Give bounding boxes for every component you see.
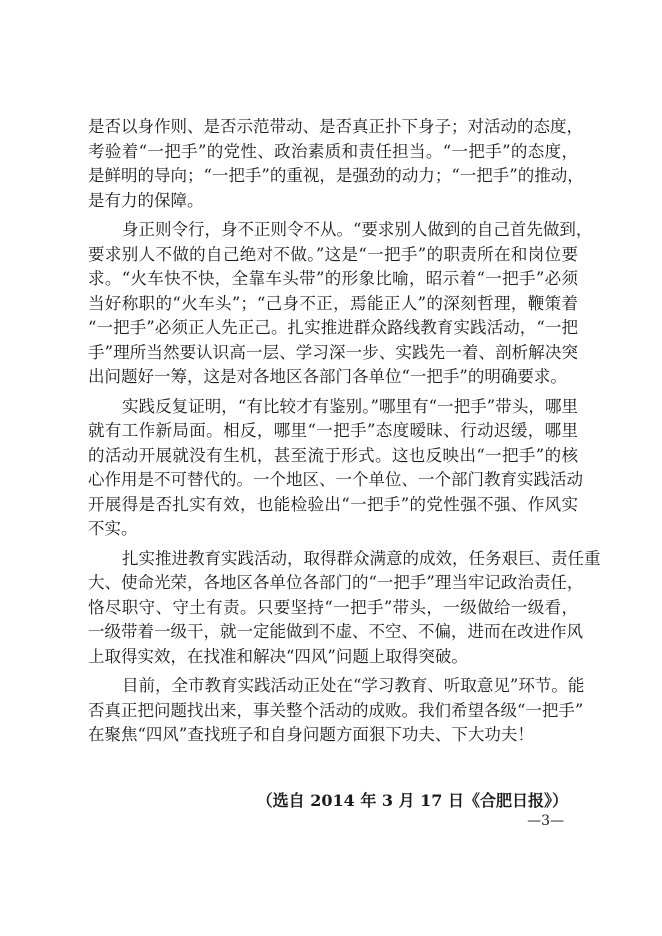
text-line: 当好称职的“火车头”；“己身不正，焉能正人”的深刻哲理，鞭策着 — [88, 293, 578, 313]
text-line: 实践反复证明，“有比较才有鉴别。”哪里有“一把手”带头，哪里 — [122, 396, 578, 416]
text-line: 是鲜明的导向；“一把手”的重视，是强劲的动力；“一把手”的推动， — [88, 166, 584, 185]
paragraph — [88, 395, 583, 542]
text-line: 一级带着一级干，就一定能做到不虚、不空、不偏，进而在改进作风 — [88, 622, 583, 641]
text-line: 手”理所当然要认识高一层、学习深一步、实践先一着、剖析解决突 — [88, 342, 578, 362]
paragraph — [88, 674, 585, 748]
text-line: 扎实推进教育实践活动，取得群众满意的成效，任务艰巨、责任重 — [122, 548, 601, 568]
text-line: 开展得是否扎实有效，也能检验出“一把手”的党性强不强、作风实 — [88, 494, 578, 514]
source-citation: （选自 2014 年 3 月 17 日《合肥日报》） — [256, 791, 568, 810]
text-line: “一把手”必须正人先正己。扎实推进群众路线教育实践活动，“一把 — [88, 318, 578, 337]
text-line: 考验着“一把手”的党性、政治素质和责任担当。“一把手”的态度， — [88, 141, 578, 161]
document-body — [88, 115, 601, 753]
text-line: 求。“火车快不快，全靠车头带”的形象比喻，昭示着“一把手”必须 — [88, 269, 578, 288]
text-line: 要求别人不做的自己绝对不做。”这是“一把手”的职责所在和岗位要 — [88, 244, 578, 264]
text-line: 身正则令行，身不正则令不从。“要求别人做到的自己首先做到， — [122, 220, 593, 239]
text-line: 上取得实效，在找准和解决“四风”问题上取得突破。 — [88, 646, 468, 666]
text-line: 心作用是不可替代的。一个地区、一个单位、一个部门教育实践活动 — [88, 470, 583, 489]
text-line: 恪尽职守、守土有责。只要坚持“一把手”带头，一级做给一级看， — [88, 597, 578, 617]
page-number: —3— — [527, 813, 564, 829]
text-line: 否真正把问题找出来，事关整个活动的成败。我们希望各级“一把手” — [88, 700, 584, 720]
text-line: 在聚焦“四风”查找班子和自身问题方面狠下功夫、下大功夫！ — [88, 725, 534, 744]
paragraph — [88, 218, 593, 390]
paragraph — [88, 547, 601, 670]
text-line: 是有力的保障。 — [88, 190, 204, 210]
paragraph — [88, 115, 584, 213]
text-line: 就有工作新局面。相反，哪里“一把手”态度暧昧、行动迟缓，哪里 — [88, 421, 578, 440]
text-line: 目前，全市教育实践活动正处在“学习教育、听取意见”环节。能 — [122, 676, 585, 695]
text-line: 出问题好一筹，这是对各地区各部门各单位“一把手”的明确要求。 — [88, 367, 567, 386]
text-line: 是否以身作则、是否示范带动、是否真正扑下身子；对活动的态度， — [88, 117, 583, 136]
text-line: 大、使命光荣，各地区各单位各部门的“一把手”理当牢记政治责任， — [88, 573, 584, 592]
text-line: 的活动开展就没有生机，甚至流于形式。这也反映出“一把手”的核 — [88, 445, 578, 465]
text-line: 不实。 — [88, 519, 138, 538]
